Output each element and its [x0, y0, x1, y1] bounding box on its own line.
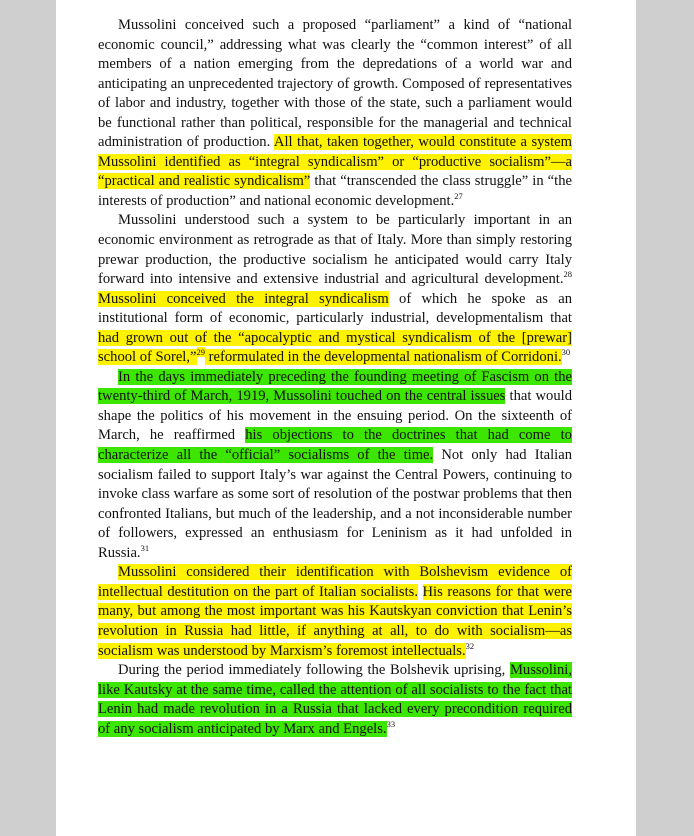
footnote-marker[interactable]: 28 — [563, 269, 572, 280]
book-page — [56, 0, 636, 836]
text-segment: Not only had Italian socialism failed to support Italy’s war against the Central Powers, continuing to invoke class warfare as some sort of resolution of the postwar problems that then confronted Italians, but much of the leadership, and a not inconsiderable number of followers, expressed an enthusiasm for Leninism as it had unfolded in Russia. — [98, 447, 572, 561]
yellow-highlight[interactable]: reformulated in the developmental nationalism of Corridoni. — [205, 349, 562, 366]
paragraph-5 — [98, 661, 572, 739]
yellow-highlight[interactable]: had grown out of the “apocalyptic and mystical syndicalism of the [prewar] school of Sorel,” — [98, 329, 572, 366]
paragraph-4 — [98, 563, 572, 661]
footnote-marker[interactable]: 30 — [561, 347, 571, 358]
footnote-marker[interactable]: 31 — [140, 542, 150, 553]
yellow-highlight[interactable]: All that, taken together, would constitute a system Mussolini identified as “integral syndicalism” or “productive socialism”—a “practical and realistic syndicalism” — [98, 134, 572, 190]
text-segment: that “transcended the class struggle” in “the interests of production” and national economic development. — [98, 173, 572, 209]
text-segment: Mussolini understood such a system to be particularly important in an economic environment as retrograde as that of Italy. More than simply restoring prewar production, the productive socialism he anticipated would carry Italy forward into intensive and extensive industrial and agricultural development. — [98, 212, 572, 288]
footnote-marker[interactable]: 27 — [454, 190, 463, 201]
page-text — [98, 16, 572, 739]
yellow-highlight[interactable]: Mussolini conceived the integral syndicalism — [98, 290, 389, 307]
green-highlight[interactable]: In the days immediately preceding the founding meeting of Fascism on the twenty-third of March, 1919, Mussolini touched on the central issues — [98, 368, 572, 405]
text-segment: During the period immediately following the Bolshevik uprising, — [118, 662, 510, 679]
paragraph-2 — [98, 211, 572, 367]
text-segment — [418, 584, 423, 600]
paragraph-3 — [98, 368, 572, 563]
footnote-marker[interactable]: 29 — [196, 347, 205, 358]
text-segment: of which he spoke as an institutional form of economic, particularly industrial, developmentalism that — [98, 290, 572, 327]
yellow-highlight[interactable]: His reasons for that were many, but among the most important was his Kautskyan conviction that Lenin’s revolution in Russia had little, if anything at all, to do with socialism—as socialism was understood by Marxism’s foremost intellectuals. — [98, 583, 572, 659]
footnote-marker[interactable]: 32 — [465, 640, 475, 651]
yellow-highlight[interactable]: Mussolini considered their identification with Bolshevism evidence of intellectual destitution on the part of Italian socialists. — [98, 564, 572, 600]
paragraph-1 — [98, 16, 572, 211]
text-segment: that would shape the politics of his movement in the ensuing period. On the sixteenth of March, he reaffirmed — [98, 388, 573, 444]
green-highlight[interactable]: his objections to the doctrines that had come to characterize all the “official” socialisms of the time. — [98, 427, 572, 464]
green-highlight[interactable]: Mussolini, like Kautsky at the same time, called the attention of all socialists to the fact that Lenin had made revolution in a Russia that lacked every precondition required of any socialism anticipated by Marx and Engels. — [98, 662, 572, 737]
text-segment: Mussolini conceived such a proposed “parliament” a kind of “national economic council,” addressing what was clearly the “common interest” of all members of a nation emerging from the depredations of a world war and anticipating an unprecedented trajectory of growth. Composed of representatives of labor and industry, together with those of the state, such a parliament would be functional rather than political, responsible for the managerial and technical administration of production. — [98, 17, 572, 151]
footnote-marker[interactable]: 33 — [386, 718, 396, 729]
